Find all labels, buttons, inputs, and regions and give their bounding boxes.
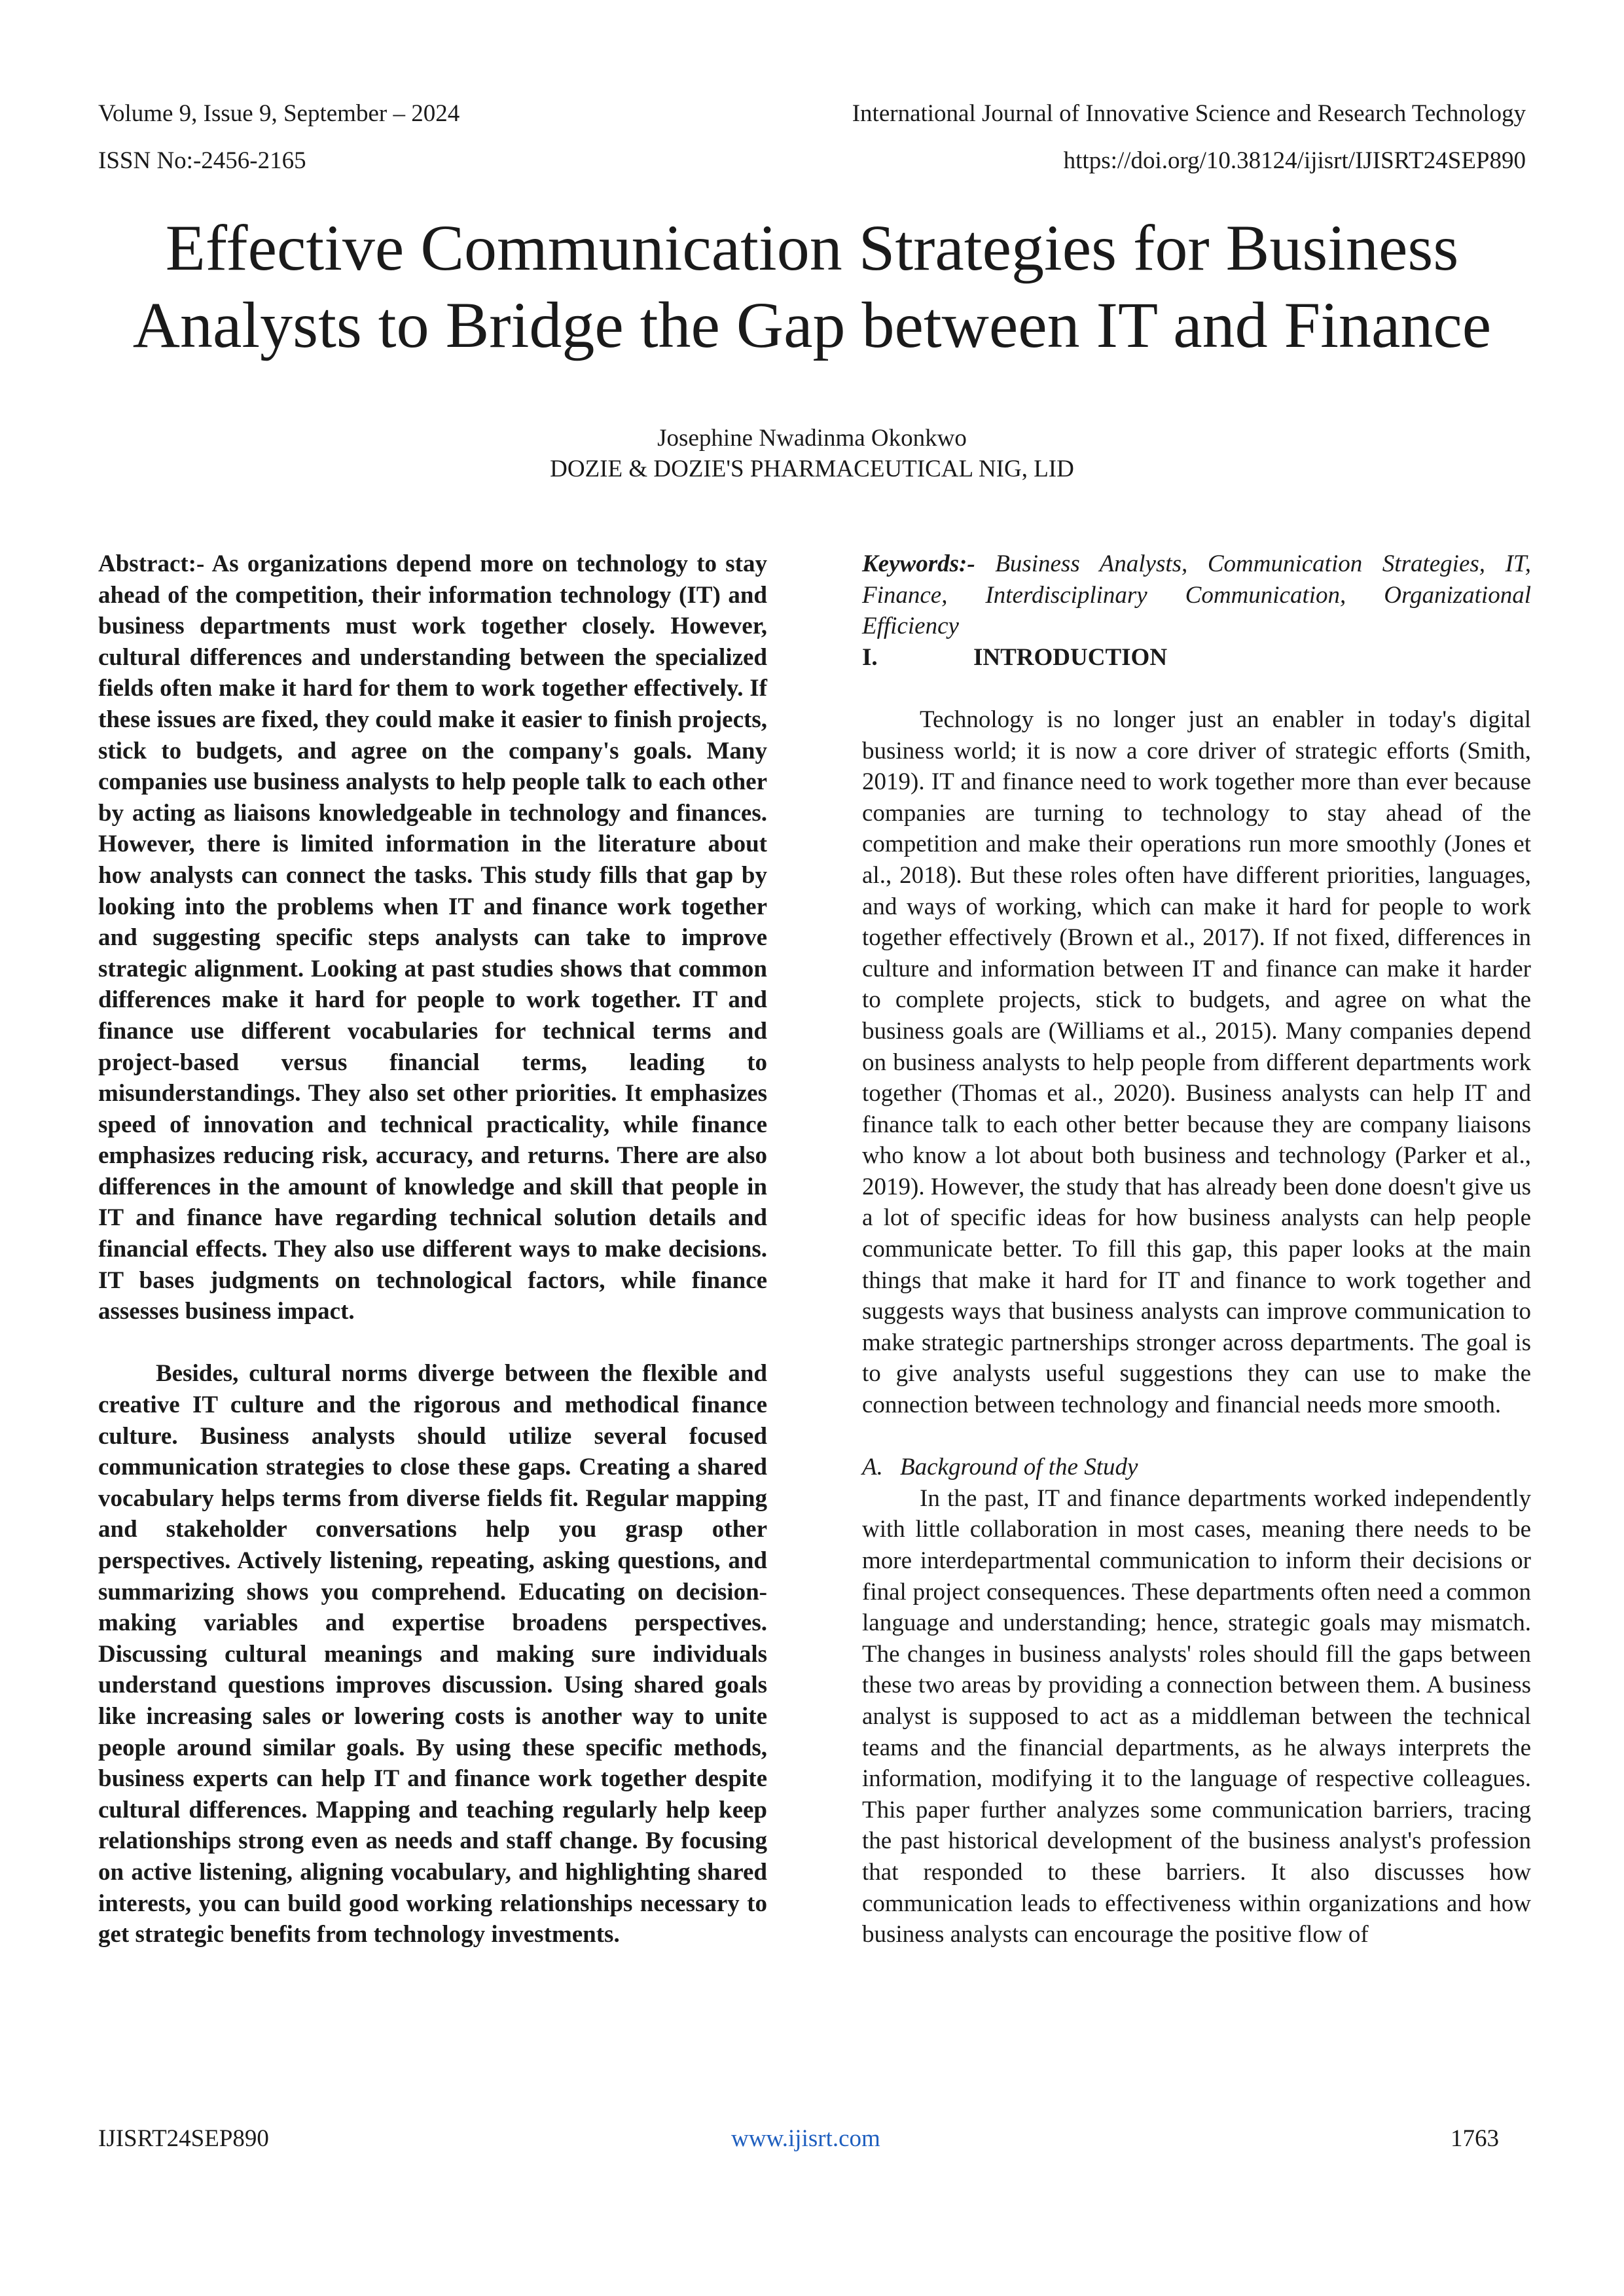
author-name: Josephine Nwadinma Okonkwo xyxy=(657,425,967,452)
title-line-1: Effective Communication Strategies for Business xyxy=(165,211,1459,284)
keywords-text: Business Analysts, Communication Strategies, IT, Finance, Interdisciplinary Communication, Organizational Efficiency xyxy=(862,550,1531,640)
section-title: INTRODUCTION xyxy=(973,643,1168,671)
doi-link[interactable]: https://doi.org/10.38124/ijisrt/IJISRT24SEP890 xyxy=(1063,147,1526,174)
subsection-title: Background of the Study xyxy=(900,1454,1138,1481)
journal-volume: Volume 9, Issue 9, September – 2024 xyxy=(98,100,460,127)
footer-paper-id: IJISRT24SEP890 xyxy=(98,2125,269,2152)
section-number: I. xyxy=(862,643,878,671)
author-affiliation: DOZIE & DOZIE'S PHARMACEUTICAL NIG, LID xyxy=(550,456,1074,482)
abstract-column xyxy=(98,548,767,1950)
page-number: 1763 xyxy=(1451,2125,1499,2152)
background-paragraph: In the past, IT and finance departments worked independently with little collaboration in most cases, meaning there needs to be more interdepartmental communication to inform their decisions or final project consequences. These departments often need a common language and understanding; hence, strategic goals may mismatch. The changes in business analysts' roles should fill the gaps between these two areas by providing a connection between them. A business analyst is supposed to act as a middleman between the technical teams and the financial departments, as he always interprets the information, modifying it to the language of respective colleagues. This paper further analyzes some communication barriers, tracing the past historical development of the business analyst's profession that responded to these barriers. It also discusses how communication leads to effectiveness within organizations and how business analysts can encourage the positive flow of xyxy=(862,1484,1531,1948)
subsection-number: A. xyxy=(862,1454,883,1481)
journal-name: International Journal of Innovative Science and Research Technology xyxy=(852,100,1526,127)
issn: ISSN No:-2456-2165 xyxy=(98,147,306,174)
keywords-label: Keywords:- xyxy=(862,550,975,577)
introduction-paragraph: Technology is no longer just an enabler in today's digital business world; it is now a core driver of strategic efforts (Smith, 2019). IT and finance need to work together more than ever because companies are turning to technology to stay ahead of the competition and make their operations run more smoothly (Jones et al., 2018). But these roles often have different priorities, languages, and ways of working, which can make it hard for people to work together effectively (Brown et al., 2017). If not fixed, differences in culture and information between IT and finance can make it harder to complete projects, stick to budgets, and agree on what the business goals are (Williams et al., 2015). Many companies depend on business analysts to help people from different departments work together (Thomas et al., 2020). Business analysts can help IT and finance talk to each other better because they are company liaisons who know a lot about both business and technology (Parker et al., 2019). However, the study that has already been done doesn't give us a lot of specific ideas for how business analysts can help people communicate better. To fill this gap, this paper looks at the main things that make it hard for IT and finance to work together and suggests ways that business analysts can improve communication to make strategic partnerships stronger across departments. The goal is to give analysts useful suggestions they can use to make the connection between technology and financial needs more smooth. xyxy=(862,706,1531,1419)
keywords xyxy=(862,548,1531,642)
section-heading-introduction xyxy=(862,642,1531,673)
abstract-paragraph-2: Besides, cultural norms diverge between the flexible and creative IT culture and the rigorous and methodical finance culture. Business analysts should utilize several focused communication strategies to close these gaps. Creating a shared vocabulary helps terms from diverse fields fit. Regular mapping and stakeholder conversations help you grasp other perspectives. Actively listening, repeating, asking questions, and summarizing shows you comprehend. Educating on decision-making variables and expertise broadens perspectives. Discussing cultural meanings and making sure individuals understand questions improves discussion. Using shared goals like increasing sales or lowering costs is another way to unite people around similar goals. By using these specific methods, business experts can help IT and finance work together despite cultural differences. Mapping and teaching regularly help keep relationships strong even as needs and staff change. By focusing on active listening, aligning vocabulary, and highlighting shared interests, you can build good working relationships necessary to get strategic benefits from technology investments. xyxy=(98,1360,767,1948)
paper-title xyxy=(98,209,1526,364)
footer-website-link[interactable]: www.ijisrt.com xyxy=(731,2125,880,2152)
body-column xyxy=(862,548,1531,1950)
subsection-heading-background xyxy=(862,1452,1531,1483)
abstract-paragraph-1: Abstract:- As organizations depend more on technology to stay ahead of the competition, their information technology (IT) and business departments must work together closely. However, cultural differences and understanding between the specialized fields often make it hard for them to work together effectively. If these issues are fixed, they could make it easier to finish projects, stick to budgets, and agree on the company's goals. Many companies use business analysts to help people talk to each other by acting as liaisons knowledgeable in technology and finances. However, there is limited information in the literature about how analysts can connect the tasks. This study fills that gap by looking into the problems when IT and finance work together and suggesting specific steps analysts can take to improve strategic alignment. Looking at past studies shows that common differences make it hard for people to work together. IT and finance use different vocabularies for technical terms and project-based versus financial terms, leading to misunderstandings. They also set other priorities. It emphasizes speed of innovation and technical practicality, while finance emphasizes reducing risk, accuracy, and returns. There are also differences in the amount of knowledge and skill that people in IT and finance have regarding technical solution details and financial effects. They also use different ways to make decisions. IT bases judgments on technological factors, while finance assesses business impact. xyxy=(98,550,767,1325)
title-line-2: Analysts to Bridge the Gap between IT and Finance xyxy=(132,289,1492,361)
